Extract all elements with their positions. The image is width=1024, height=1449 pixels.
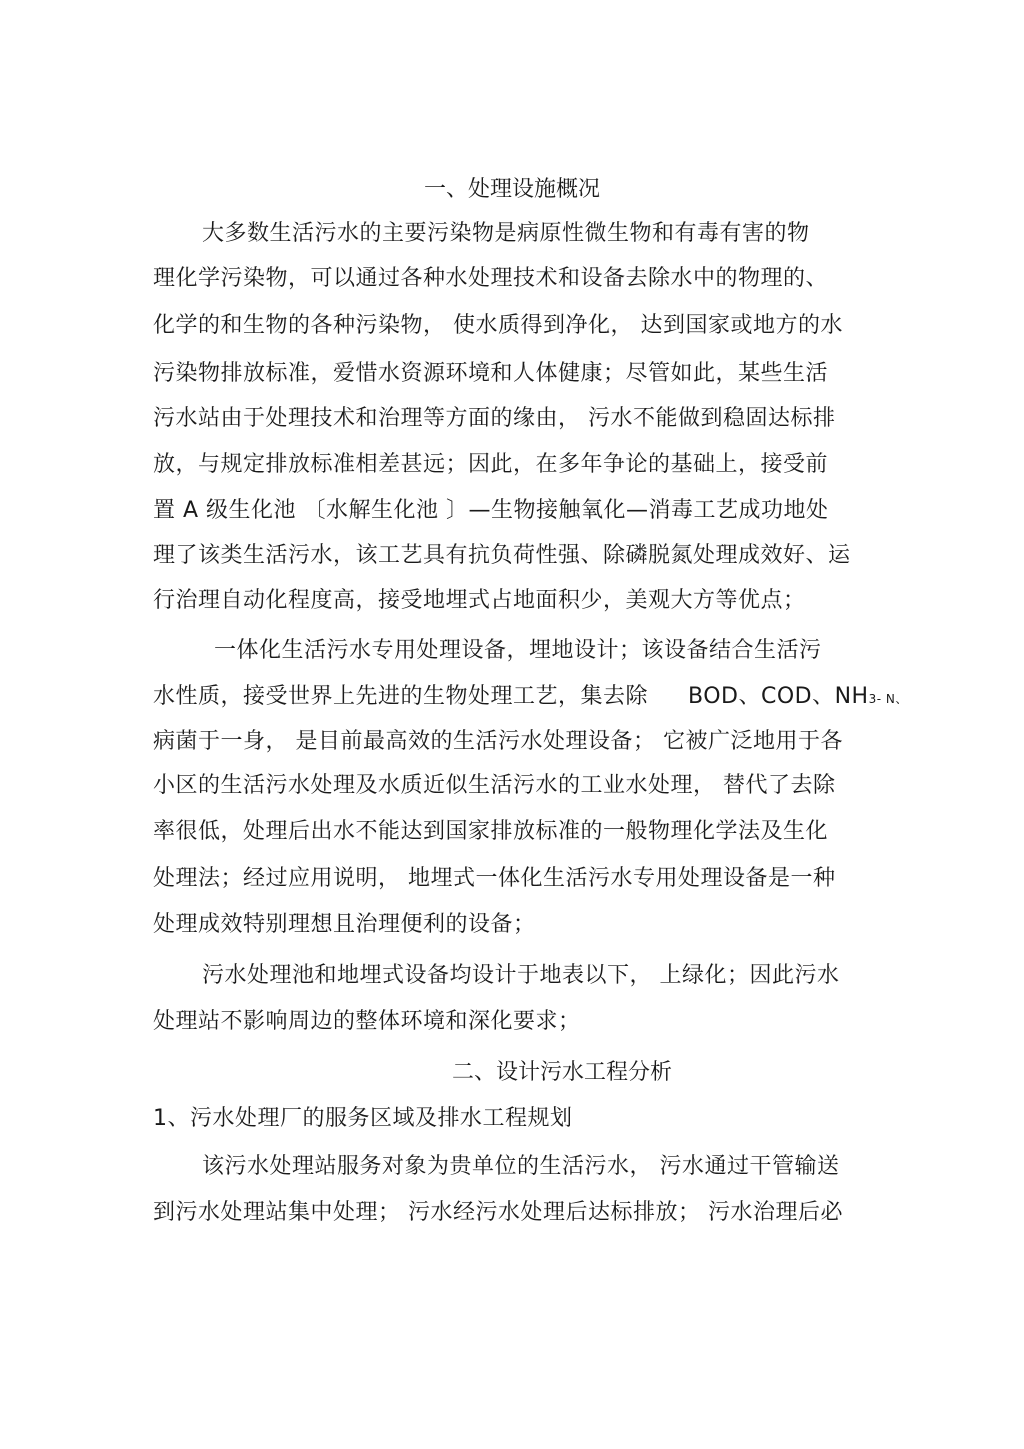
paragraph-2-line-7: 处理成效特别理想且治理便利的设备； xyxy=(153,912,536,937)
section-title-1: 一、处理设施概况 xyxy=(423,177,600,202)
paragraph-2-line-1: 一体化生活污水专用处理设备，埋地设计；该设备结合生活污 xyxy=(214,638,822,663)
subsection-title-1: 1、污水处理厂的服务区域及排水工程规划 xyxy=(153,1106,573,1131)
paragraph-1-line-6: 放，与规定排放标准相差甚远；因此，在多年争论的基础上，接受前 xyxy=(153,452,829,477)
paragraph-1-line-9: 行治理自动化程度高，接受地埋式占地面积少，美观大方等优点； xyxy=(153,588,806,613)
paragraph-4-line-1: 该污水处理站服务对象为贵单位的生活污水， 污水通过干管输送 xyxy=(202,1154,840,1179)
paragraph-2-line-3: 病菌于一身， 是目前最高效的生活污水处理设备； 它被广泛地用于各 xyxy=(153,729,843,754)
paragraph-2-line-2-text: 水性质，接受世界上先进的生物处理工艺，集去除 xyxy=(153,684,649,709)
paragraph-1-line-7: 置 A 级生化池 〔水解生化池 〕—生物接触氧化—消毒工艺成功地处 xyxy=(153,498,829,523)
paragraph-2-line-6: 处理法；经过应用说明， 地埋式一体化生活污水专用处理设备是一种 xyxy=(153,866,836,891)
paragraph-1-line-1: 大多数生活污水的主要污染物是病原性微生物和有毒有害的物 xyxy=(202,221,810,246)
paragraph-1-line-5: 污水站由于处理技术和治理等方面的缘由， 污水不能做到稳固达标排 xyxy=(153,406,836,431)
section-title-2: 二、设计污水工程分析 xyxy=(451,1060,672,1085)
paragraph-3-line-2: 处理站不影响周边的整体环境和深化要求； xyxy=(153,1009,581,1034)
paragraph-1-line-8: 理了该类生活污水，该工艺具有抗负荷性强、除磷脱氮处理成效好、运 xyxy=(153,543,851,568)
paragraph-2-line-4: 小区的生活污水处理及水质近似生活污水的工业水处理， 替代了去除 xyxy=(153,773,836,798)
paragraph-2-line-2 xyxy=(153,682,908,714)
chemical-indicators: BOD、COD、NH xyxy=(688,684,869,709)
chemical-subscript: 3- N、 xyxy=(868,692,908,706)
paragraph-1-line-3: 化学的和生物的各种污染物， 使水质得到净化， 达到国家或地方的水 xyxy=(153,313,843,338)
paragraph-2-line-5: 率很低，处理后出水不能达到国家排放标准的一般物理化学法及生化 xyxy=(153,819,829,844)
paragraph-1-line-4: 污染物排放标准，爱惜水资源环境和人体健康；尽管如此，某些生活 xyxy=(153,361,829,386)
paragraph-3-line-1: 污水处理池和地埋式设备均设计于地表以下， 上绿化；因此污水 xyxy=(202,963,840,988)
paragraph-1-line-2: 理化学污染物，可以通过各种水处理技术和设备去除水中的物理的、 xyxy=(153,266,829,291)
paragraph-4-line-2: 到污水处理站集中处理； 污水经污水处理后达标排放； 污水治理后必 xyxy=(153,1200,843,1225)
